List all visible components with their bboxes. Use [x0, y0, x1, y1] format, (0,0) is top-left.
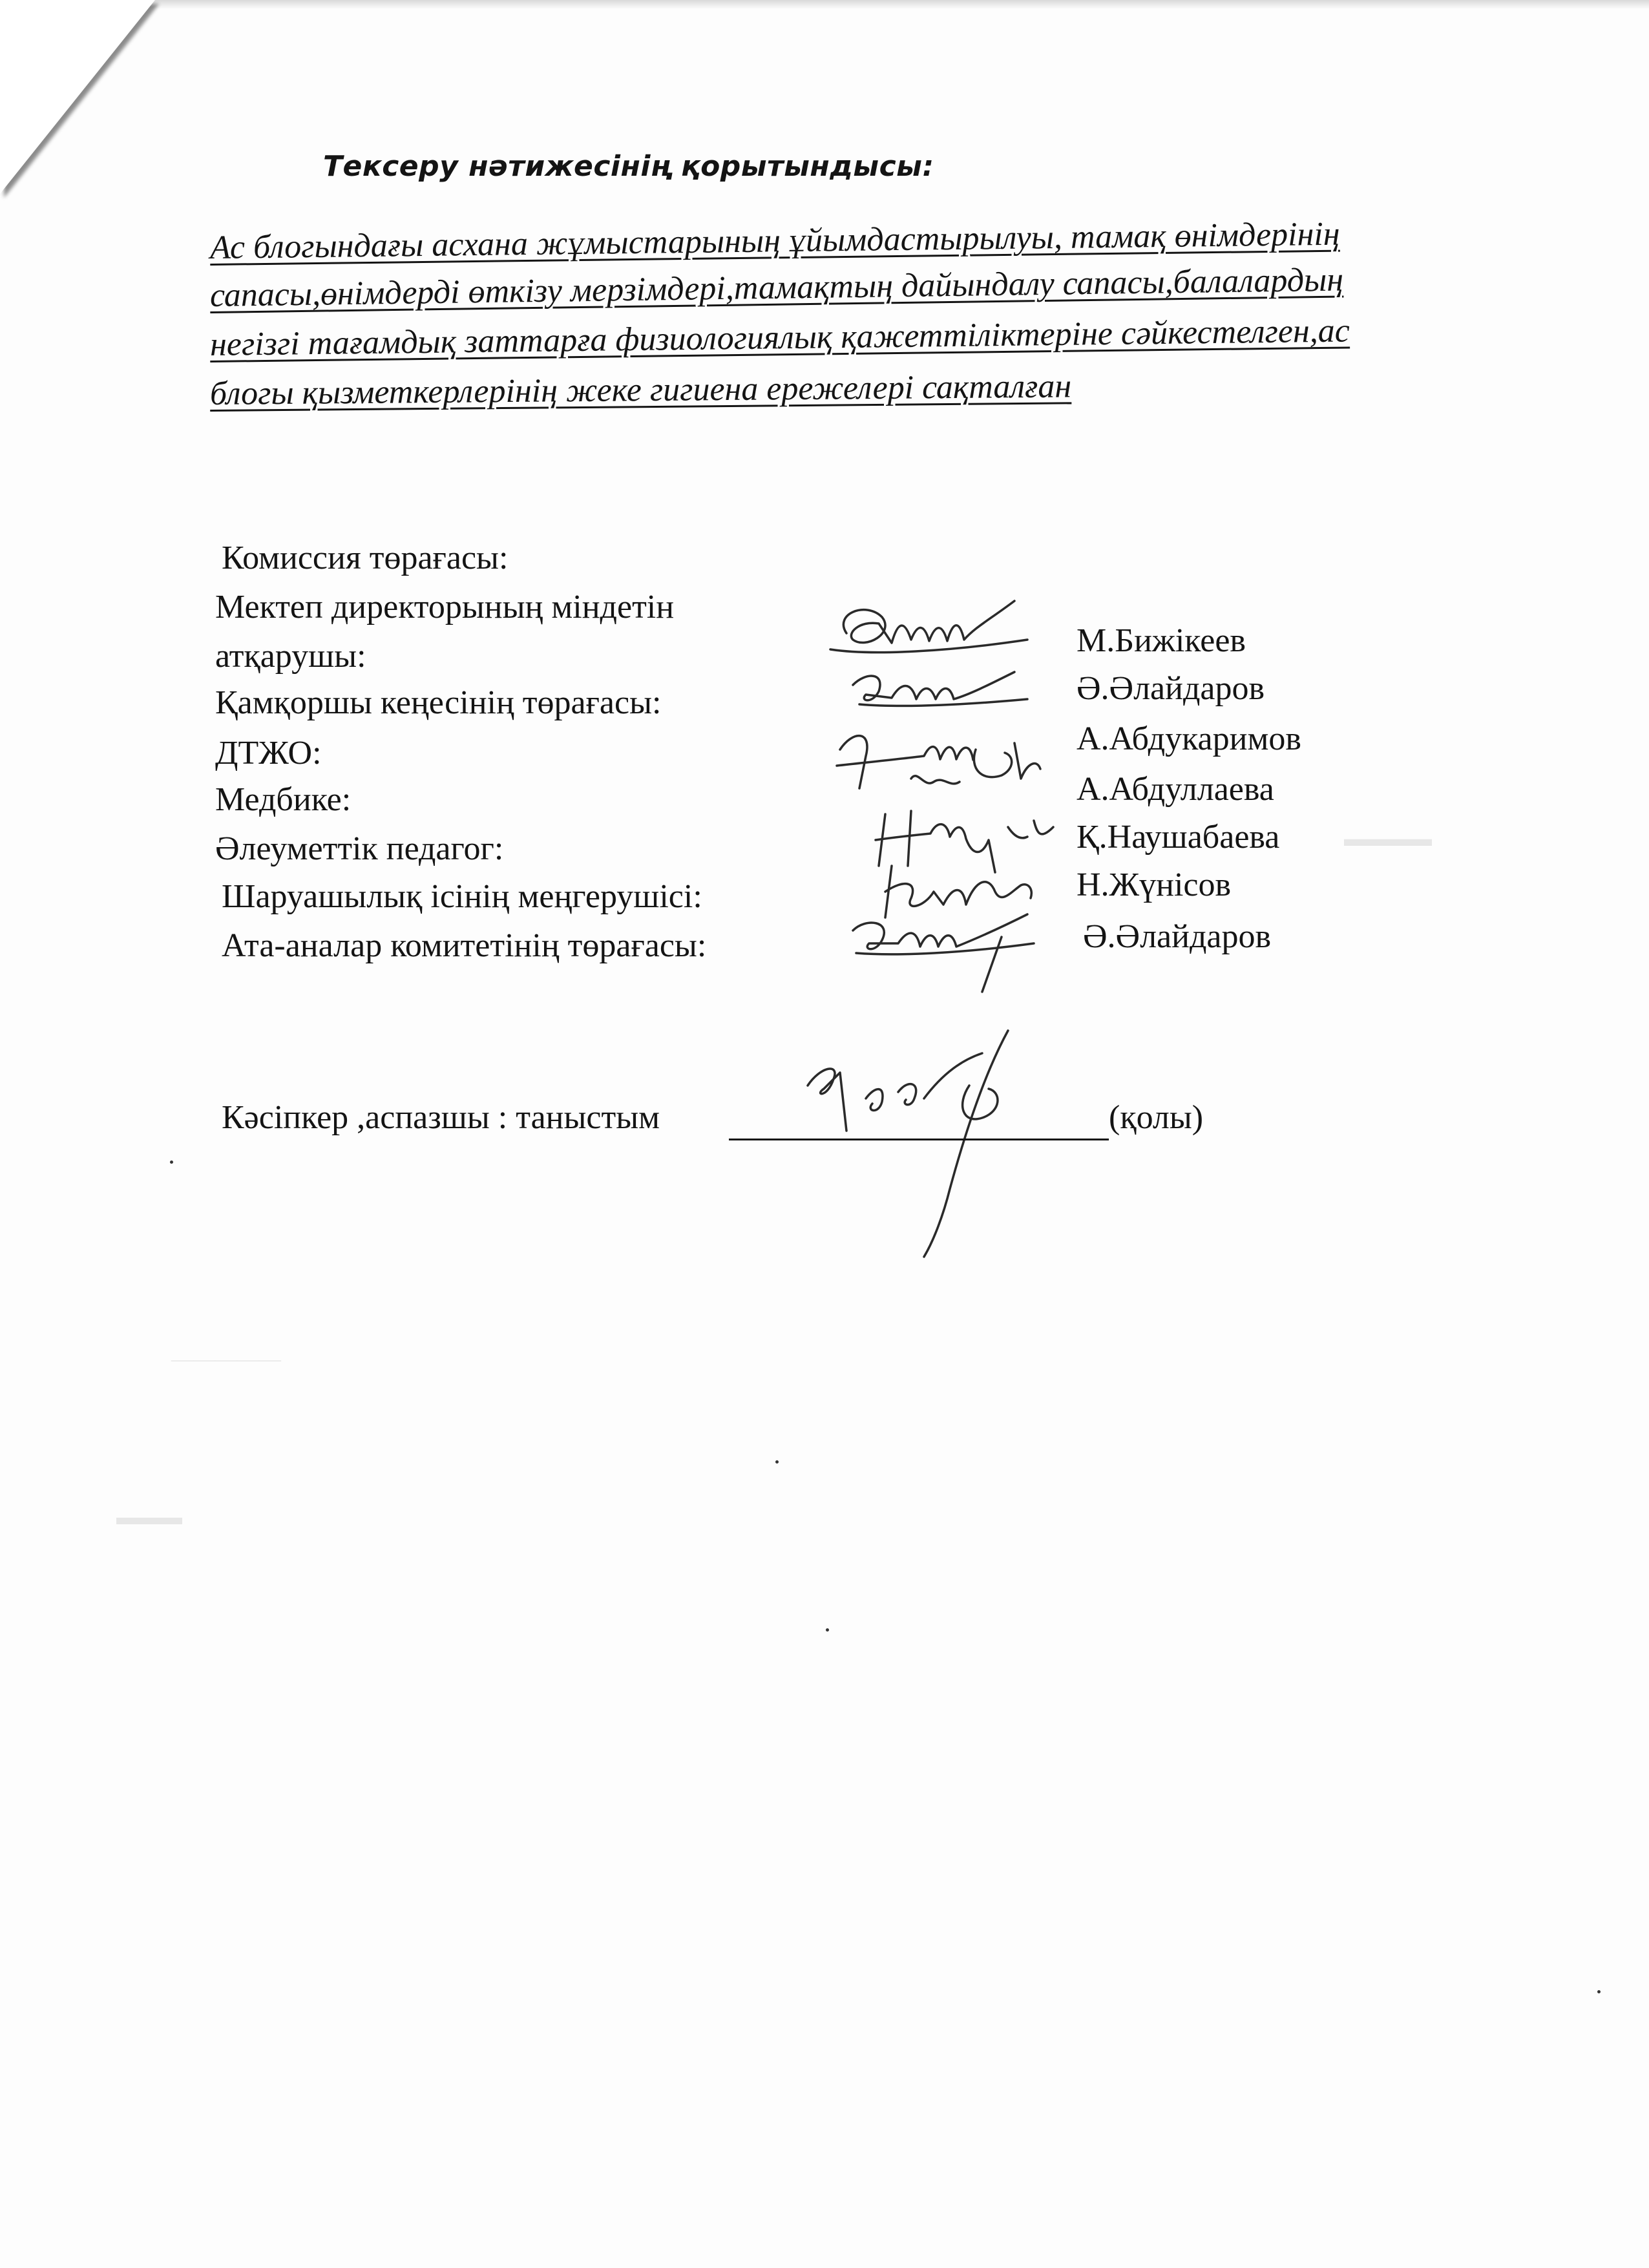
role-parents-committee-chair: Ата-аналар комитетінің төрағасы: [222, 927, 707, 964]
role-chair: Комиссия төрағасы: [222, 540, 509, 576]
signature-alaidarov-2 [840, 911, 1053, 995]
bleed-through-mark: ▬▬▬ [116, 1506, 182, 1529]
signature-cook [795, 1027, 1040, 1260]
folded-corner [0, 0, 155, 194]
role-board-chair: Қамқоршы кеңесінің төрағасы: [215, 684, 662, 721]
signature-alaidarov [840, 659, 1040, 724]
member-name: Ә.Әлайдаров [1077, 670, 1265, 707]
signature-caption: (қолы) [1109, 1099, 1204, 1136]
member-name: А.Абдуллаева [1077, 771, 1274, 808]
scan-speck [775, 1460, 779, 1464]
scan-speck [1597, 1990, 1601, 1993]
role-maintenance-head: Шаруашылық ісінің меңгерушісі: [222, 878, 702, 915]
bleed-through-mark: ▬▬▬▬ [1344, 827, 1432, 851]
signature-line [729, 1139, 1109, 1140]
member-name: Ә.Әлайдаров [1083, 918, 1272, 955]
member-name: М.Бижікеев [1077, 622, 1246, 659]
member-name: А.Абдукаримов [1077, 720, 1301, 757]
conclusion-heading: Тексеру нәтижесінің қорытындысы: [323, 150, 934, 183]
scan-speck [826, 1628, 829, 1632]
role-acting-director-cont: атқарушы: [215, 638, 366, 675]
acknowledgement-label: Кәсіпкер ,аспазшы : таныстым [222, 1099, 660, 1136]
conclusion-line: блогы қызметкерлерінің жеке гигиена ережелері сақталған [209, 368, 1072, 412]
role-acting-director: Мектеп директорының міндетін [215, 589, 675, 625]
conclusion-line: сапасы,өнімдерді өткізу мерзімдері,тамақтың дайындалу сапасы,балалардың [209, 261, 1344, 314]
conclusion-line: негізгі тағамдық заттарға физиологиялық қажеттіліктеріне сәйкестелген,ас [209, 312, 1350, 363]
conclusion-line: Ас блогындағы асхана жұмыстарының ұйымдастырылуы, тамақ өнімдерінің [209, 215, 1340, 266]
role-social-pedagogue: Әлеуметтік педагог: [215, 830, 504, 867]
member-name: Н.Жүнісов [1077, 866, 1232, 903]
bleed-through-mark: ————— [171, 1347, 281, 1371]
scan-speck [170, 1160, 173, 1164]
role-dtzho: ДТЖО: [215, 735, 322, 772]
role-nurse: Медбике: [215, 781, 352, 818]
scan-edge-shadow [0, 0, 1649, 9]
member-name: Қ.Наушабаева [1077, 819, 1280, 856]
